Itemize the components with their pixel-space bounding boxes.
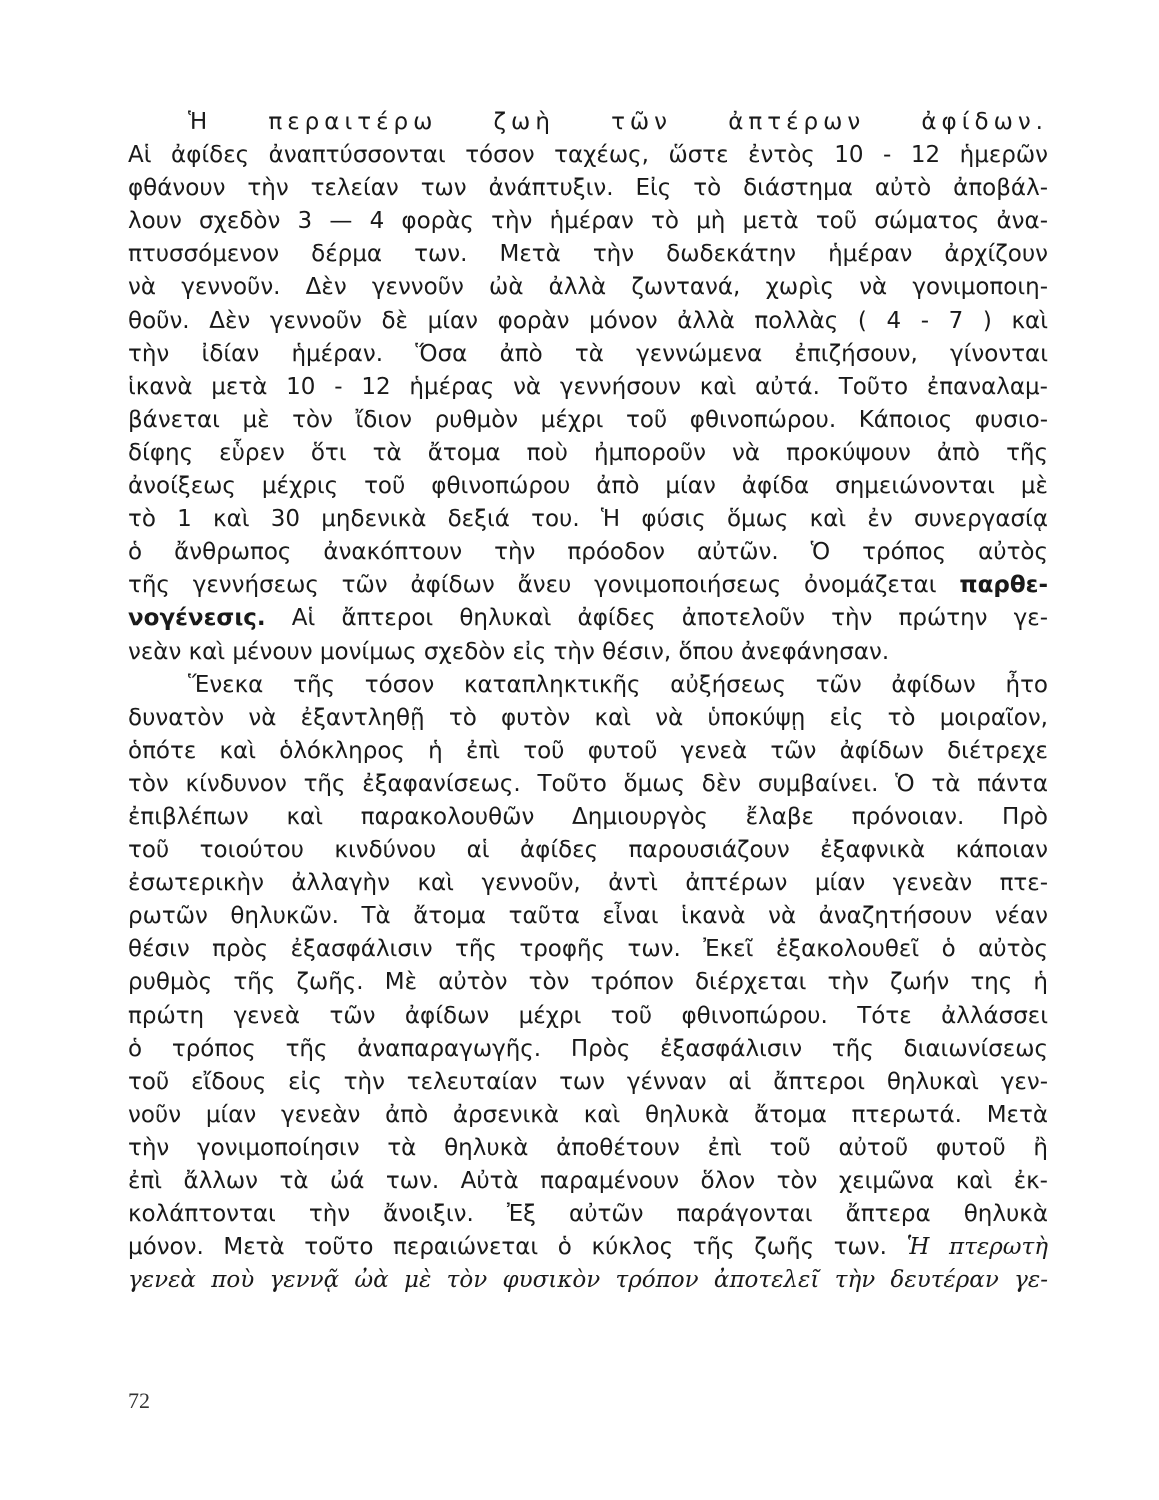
- text-line: πρώτη γενεὰ τῶν ἀφίδων μέχρι τοῦ φθινοπώρου. Τότε ἀλλάσσει: [128, 1002, 1048, 1029]
- section-heading: Ἡ περαιτέρω ζωὴ τῶν ἀπτέρων ἀφίδων.: [188, 109, 1048, 135]
- italic-text: Ἡ πτερωτὴ: [906, 1234, 1048, 1261]
- text-line: τοῦ τοιούτου κινδύνου αἱ ἀφίδες παρουσιάζουν ἐξαφνικὰ κάποιαν: [128, 837, 1048, 864]
- text-line: ὁ ἄνθρωπος ἀνακόπτουν τὴν πρόοδον αὐτῶν. Ὁ τρόπος αὐτὸς: [128, 539, 1048, 566]
- text-line: δυνατὸν νὰ ἐξαντληθῇ τὸ φυτὸν καὶ νὰ ὑποκύψῃ εἰς τὸ μοιραῖον,: [128, 704, 1048, 731]
- text-line: τὸν κίνδυνον τῆς ἐξαφανίσεως. Τοῦτο ὅμως δὲν συμβαίνει. Ὁ τὰ πάντα: [128, 770, 1048, 797]
- text-line: ὁ τρόπος τῆς ἀναπαραγωγῆς. Πρὸς ἐξασφάλισιν τῆς διαιωνίσεως: [128, 1035, 1048, 1062]
- text-line-part: μόνον. Μετὰ τοῦτο περαιώνεται ὁ κύκλος τῆς ζωῆς των.: [128, 1234, 887, 1261]
- page-number: 72: [128, 1388, 150, 1413]
- body-text: [128, 106, 1048, 1297]
- text-line: νοῦν μίαν γενεὰν ἀπὸ ἀρσενικὰ καὶ θηλυκὰ ἄτομα πτερωτά. Μετὰ: [128, 1101, 1048, 1128]
- text-line: Ἕνεκα τῆς τόσον καταπληκτικῆς αὐξήσεως τῶν ἀφίδων ἦτο: [188, 671, 1048, 698]
- text-line: ρυθμὸς τῆς ζωῆς. Μὲ αὐτὸν τὸν τρόπον διέρχεται τὴν ζωήν της ἡ: [128, 969, 1048, 996]
- text-line: ἐσωτερικὴν ἀλλαγὴν καὶ γεννοῦν, ἀντὶ ἀπτέρων μίαν γενεὰν πτε-: [128, 870, 1048, 897]
- text-line: νὰ γεννοῦν. Δὲν γεννοῦν ὠὰ ἀλλὰ ζωντανά, χωρὶς νὰ γονιμοποιη-: [128, 274, 1048, 301]
- text-line: Αἱ ἀφίδες ἀναπτύσσονται τόσον ταχέως, ὥστε ἐντὸς 10 - 12 ἡμερῶν: [128, 142, 1048, 169]
- bold-term: νογένεσις.: [128, 605, 266, 632]
- text-line: θέσιν πρὸς ἐξασφάλισιν τῆς τροφῆς των. Ἐκεῖ ἐξακολουθεῖ ὁ αὐτὸς: [128, 936, 1048, 963]
- text-line: [128, 602, 1048, 635]
- text-line: ἱκανὰ μετὰ 10 - 12 ἡμέρας νὰ γεννήσουν καὶ αὐτά. Τοῦτο ἐπαναλαμ-: [128, 373, 1048, 400]
- text-line: τὸ 1 καὶ 30 μηδενικὰ δεξιά του. Ἡ φύσις ὅμως καὶ ἐν συνεργασίᾳ: [128, 506, 1048, 533]
- text-line: ἐπιβλέπων καὶ παρακολουθῶν Δημιουργὸς ἔλαβε πρόνοιαν. Πρὸ: [128, 803, 1048, 830]
- text-line: [128, 1231, 1048, 1264]
- text-line: θοῦν. Δὲν γεννοῦν δὲ μίαν φορὰν μόνον ἀλλὰ πολλὰς ( 4 - 7 ) καὶ: [128, 307, 1048, 334]
- italic-text-line: γενεὰ ποὺ γεννᾷ ὠὰ μὲ τὸν φυσικὸν τρόπον ἀποτελεῖ τὴν δευτέραν γε-: [128, 1267, 1048, 1294]
- text-line-part: τῆς γεννήσεως τῶν ἀφίδων ἄνευ γονιμοποιήσεως ὀνομάζεται: [128, 572, 937, 599]
- text-line: ἐπὶ ἄλλων τὰ ὠά των. Αὐτὰ παραμένουν ὅλον τὸν χειμῶνα καὶ ἐκ-: [128, 1168, 1048, 1194]
- text-line: δίφης εὗρεν ὅτι τὰ ἄτομα ποὺ ἠμποροῦν νὰ προκύψουν ἀπὸ τῆς: [128, 439, 1048, 466]
- text-line: ὁπότε καὶ ὁλόκληρος ἡ ἐπὶ τοῦ φυτοῦ γενεὰ τῶν ἀφίδων διέτρεχε: [128, 737, 1048, 764]
- text-line: τὴν γονιμοποίησιν τὰ θηλυκὰ ἀποθέτουν ἐπὶ τοῦ αὐτοῦ φυτοῦ ἢ: [128, 1134, 1048, 1161]
- text-line: νεὰν καὶ μένουν μονίμως σχεδὸν εἰς τὴν θέσιν, ὅπου ἀνεφάνησαν.: [128, 638, 890, 665]
- text-line: βάνεται μὲ τὸν ἴδιον ρυθμὸν μέχρι τοῦ φθινοπώρου. Κάποιος φυσιο-: [128, 406, 1048, 433]
- text-line: τοῦ εἴδους εἰς τὴν τελευταίαν των γένναν αἱ ἄπτεροι θηλυκαὶ γεν-: [128, 1068, 1048, 1095]
- text-line: ἀνοίξεως μέχρις τοῦ φθινοπώρου ἀπὸ μίαν ἀφίδα σημειώνονται μὲ: [128, 473, 1048, 500]
- text-line: λουν σχεδὸν 3 — 4 φορὰς τὴν ἡμέραν τὸ μὴ μετὰ τοῦ σώματος ἀνα-: [128, 208, 1048, 235]
- text-line: ρωτῶν θηλυκῶν. Τὰ ἄτομα ταῦτα εἶναι ἱκανὰ νὰ ἀναζητήσουν νέαν: [128, 903, 1048, 930]
- text-line: πτυσσόμενον δέρμα των. Μετὰ τὴν δωδεκάτην ἡμέραν ἀρχίζουν: [128, 241, 1048, 268]
- text-line: κολάπτονται τὴν ἄνοιξιν. Ἐξ αὐτῶν παράγονται ἄπτερα θηλυκὰ: [128, 1201, 1048, 1228]
- text-line: τὴν ἰδίαν ἡμέραν. Ὅσα ἀπὸ τὰ γεννώμενα ἐπιζήσουν, γίνονται: [128, 340, 1048, 367]
- bold-term: παρθε-: [959, 572, 1048, 599]
- text-line: [128, 569, 1048, 602]
- text-line-part: Αἱ ἄπτεροι θηλυκαὶ ἀφίδες ἀποτελοῦν τὴν πρώτην γε-: [291, 605, 1048, 632]
- text-line: φθάνουν τὴν τελείαν των ἀνάπτυξιν. Εἰς τὸ διάστημα αὐτὸ ἀποβάλ-: [128, 175, 1048, 202]
